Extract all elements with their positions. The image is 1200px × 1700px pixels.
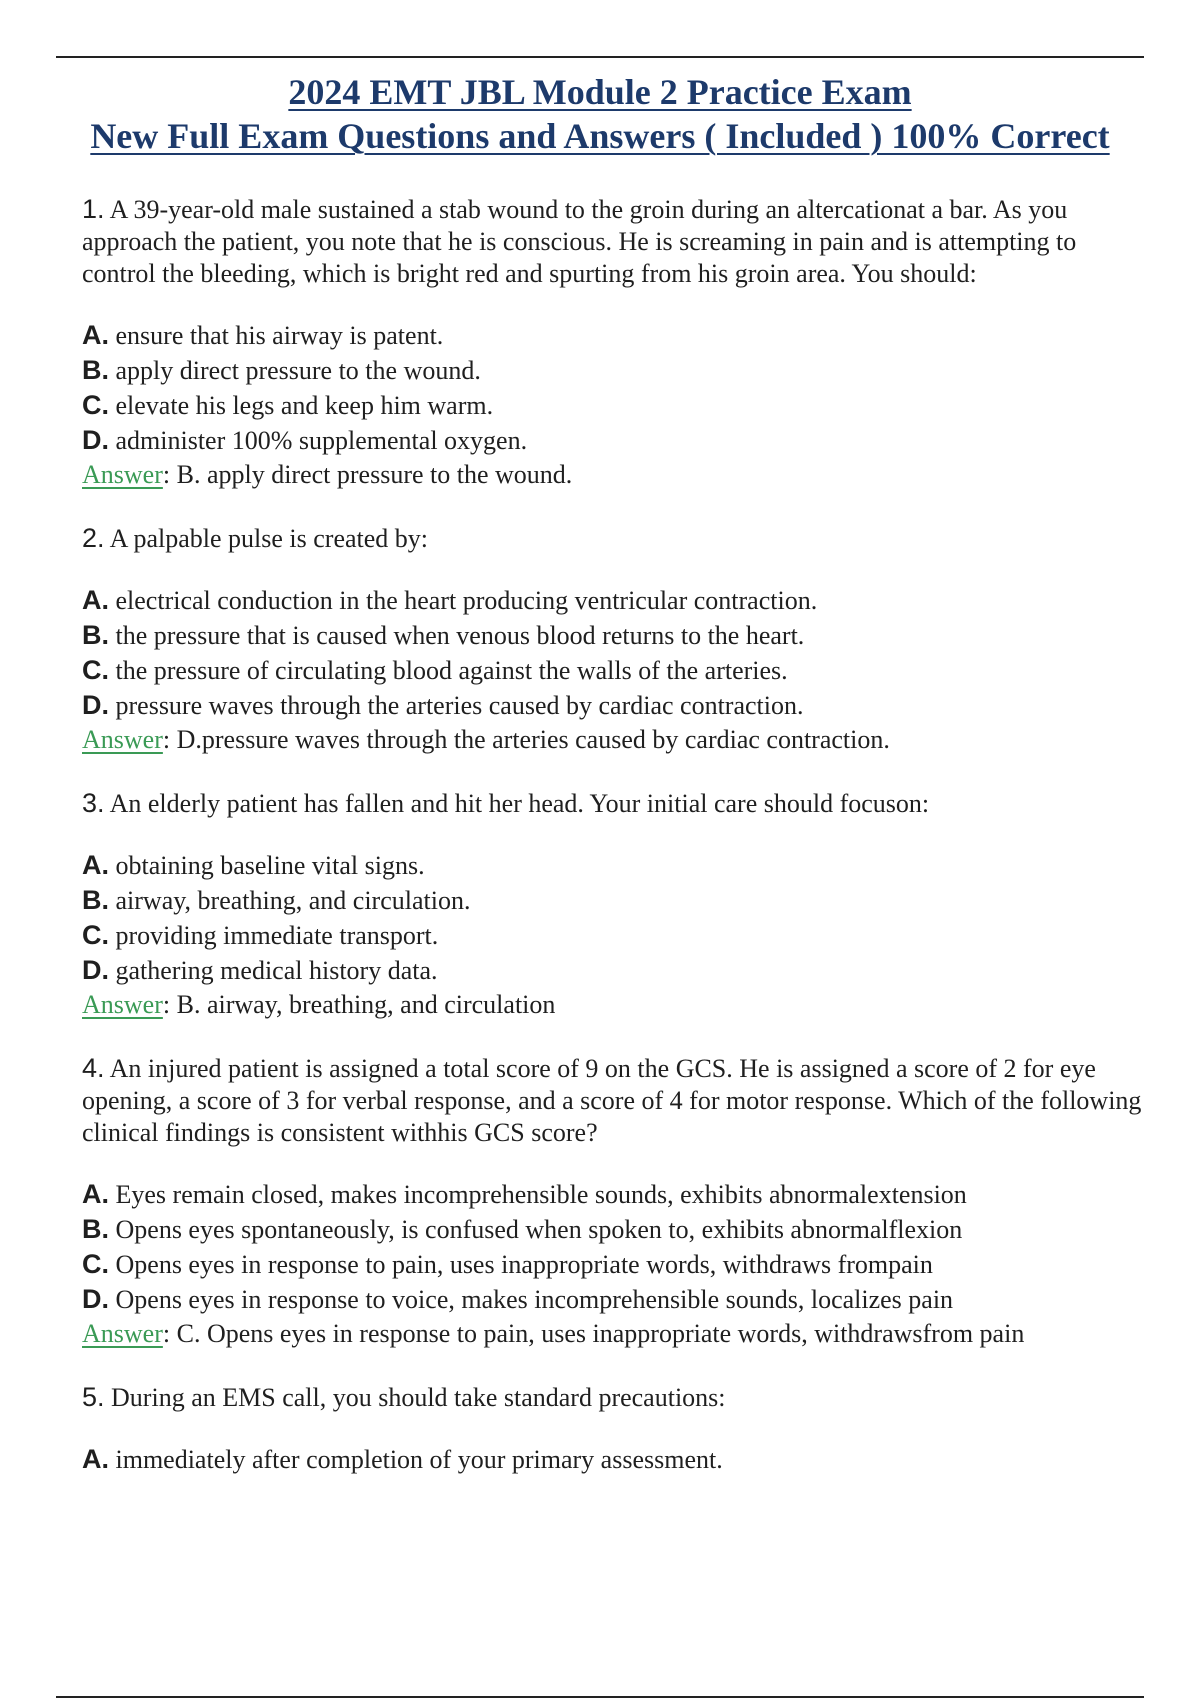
question-5 bbox=[82, 1381, 1154, 1477]
question-number: 1. bbox=[82, 194, 105, 224]
question-text: A palpable pulse is created by: bbox=[109, 524, 429, 553]
question-text: An injured patient is assigned a total score of 9 on the GCS. He is assigned a score of 2 for eye opening, a score of 3 for verbal response, and a score of 4 for motor response. Which of the following clinical findings is consistent withhis GCS score? bbox=[82, 1054, 1142, 1147]
option-a bbox=[82, 1442, 1154, 1477]
option-b bbox=[82, 353, 1154, 388]
option-c bbox=[82, 1247, 1154, 1282]
option-text: administer 100% supplemental oxygen. bbox=[115, 426, 528, 455]
answer-text: : B. airway, breathing, and circulation bbox=[162, 990, 556, 1019]
option-letter: C. bbox=[82, 1249, 109, 1279]
bottom-rule bbox=[56, 1696, 1144, 1698]
question-number: 5. bbox=[82, 1382, 105, 1412]
option-text: ensure that his airway is patent. bbox=[115, 321, 444, 350]
option-letter: D. bbox=[82, 1284, 109, 1314]
option-text: Opens eyes in response to pain, uses inappropriate words, withdraws frompain bbox=[115, 1250, 933, 1279]
option-b bbox=[82, 883, 1154, 918]
option-letter: D. bbox=[82, 690, 109, 720]
option-letter: A. bbox=[82, 1179, 109, 1209]
options bbox=[82, 1177, 1154, 1317]
top-rule bbox=[56, 56, 1144, 58]
title-line-1: 2024 EMT JBL Module 2 Practice Exam bbox=[288, 72, 912, 112]
option-letter: B. bbox=[82, 1214, 109, 1244]
answer-line bbox=[82, 723, 1154, 757]
option-letter: C. bbox=[82, 390, 109, 420]
option-d bbox=[82, 688, 1154, 723]
option-d bbox=[82, 1282, 1154, 1317]
options bbox=[82, 1442, 1154, 1477]
answer-text: : B. apply direct pressure to the wound. bbox=[162, 460, 573, 489]
option-b bbox=[82, 618, 1154, 653]
question-stem bbox=[82, 522, 1154, 555]
option-c bbox=[82, 388, 1154, 423]
option-letter: D. bbox=[82, 955, 109, 985]
option-d bbox=[82, 953, 1154, 988]
options bbox=[82, 583, 1154, 723]
option-text: pressure waves through the arteries caused by cardiac contraction. bbox=[115, 691, 804, 720]
option-text: elevate his legs and keep him warm. bbox=[115, 391, 494, 420]
option-text: the pressure of circulating blood against the walls of the arteries. bbox=[115, 656, 788, 685]
answer-label: Answer bbox=[82, 725, 163, 754]
question-2 bbox=[82, 522, 1154, 757]
option-b bbox=[82, 1212, 1154, 1247]
option-a bbox=[82, 848, 1154, 883]
document-title bbox=[0, 70, 1200, 158]
question-stem bbox=[82, 787, 1154, 820]
option-c bbox=[82, 918, 1154, 953]
option-text: Opens eyes in response to voice, makes incomprehensible sounds, localizes pain bbox=[115, 1285, 954, 1314]
question-number: 3. bbox=[82, 788, 105, 818]
option-c bbox=[82, 653, 1154, 688]
option-text: apply direct pressure to the wound. bbox=[115, 356, 481, 385]
question-stem bbox=[82, 193, 1154, 290]
option-text: obtaining baseline vital signs. bbox=[115, 851, 425, 880]
answer-line bbox=[82, 458, 1154, 492]
option-text: providing immediate transport. bbox=[115, 921, 439, 950]
answer-label: Answer bbox=[82, 1319, 163, 1348]
option-letter: B. bbox=[82, 355, 109, 385]
question-number: 2. bbox=[82, 523, 105, 553]
question-text: During an EMS call, you should take standard precautions: bbox=[111, 1383, 726, 1412]
option-a bbox=[82, 1177, 1154, 1212]
question-list bbox=[82, 193, 1154, 1477]
option-letter: C. bbox=[82, 920, 109, 950]
question-text: A 39-year-old male sustained a stab wound to the groin during an altercationat a bar. As you approach the patient, you note that he is conscious. He is screaming in pain and is attempting to control the bleeding, which is bright red and spurting from his groin area. You should: bbox=[82, 195, 1077, 288]
option-text: electrical conduction in the heart producing ventricular contraction. bbox=[115, 586, 818, 615]
question-3 bbox=[82, 787, 1154, 1022]
option-d bbox=[82, 423, 1154, 458]
question-4 bbox=[82, 1052, 1154, 1351]
option-text: the pressure that is caused when venous blood returns to the heart. bbox=[115, 621, 805, 650]
option-text: Eyes remain closed, makes incomprehensible sounds, exhibits abnormalextension bbox=[115, 1180, 967, 1209]
option-letter: C. bbox=[82, 655, 109, 685]
option-letter: A. bbox=[82, 1444, 109, 1474]
question-number: 4. bbox=[82, 1053, 105, 1083]
option-a bbox=[82, 583, 1154, 618]
option-text: immediately after completion of your primary assessment. bbox=[115, 1445, 723, 1474]
title-line-2: New Full Exam Questions and Answers ( Included ) 100% Correct bbox=[90, 116, 1110, 156]
answer-text: : D.pressure waves through the arteries caused by cardiac contraction. bbox=[162, 725, 890, 754]
option-letter: A. bbox=[82, 320, 109, 350]
answer-text: : C. Opens eyes in response to pain, uses inappropriate words, withdrawsfrom pain bbox=[162, 1319, 1025, 1348]
question-stem bbox=[82, 1052, 1154, 1149]
question-text: An elderly patient has fallen and hit her head. Your initial care should focuson: bbox=[109, 789, 930, 818]
answer-line bbox=[82, 988, 1154, 1022]
question-1 bbox=[82, 193, 1154, 492]
option-letter: B. bbox=[82, 885, 109, 915]
option-letter: D. bbox=[82, 425, 109, 455]
option-text: Opens eyes spontaneously, is confused when spoken to, exhibits abnormalflexion bbox=[115, 1215, 963, 1244]
option-letter: A. bbox=[82, 850, 109, 880]
options bbox=[82, 318, 1154, 458]
answer-label: Answer bbox=[82, 990, 163, 1019]
answer-label: Answer bbox=[82, 460, 163, 489]
answer-line bbox=[82, 1317, 1154, 1351]
question-stem bbox=[82, 1381, 1154, 1414]
option-letter: A. bbox=[82, 585, 109, 615]
option-text: airway, breathing, and circulation. bbox=[115, 886, 471, 915]
option-a bbox=[82, 318, 1154, 353]
options bbox=[82, 848, 1154, 988]
option-text: gathering medical history data. bbox=[115, 956, 438, 985]
option-letter: B. bbox=[82, 620, 109, 650]
